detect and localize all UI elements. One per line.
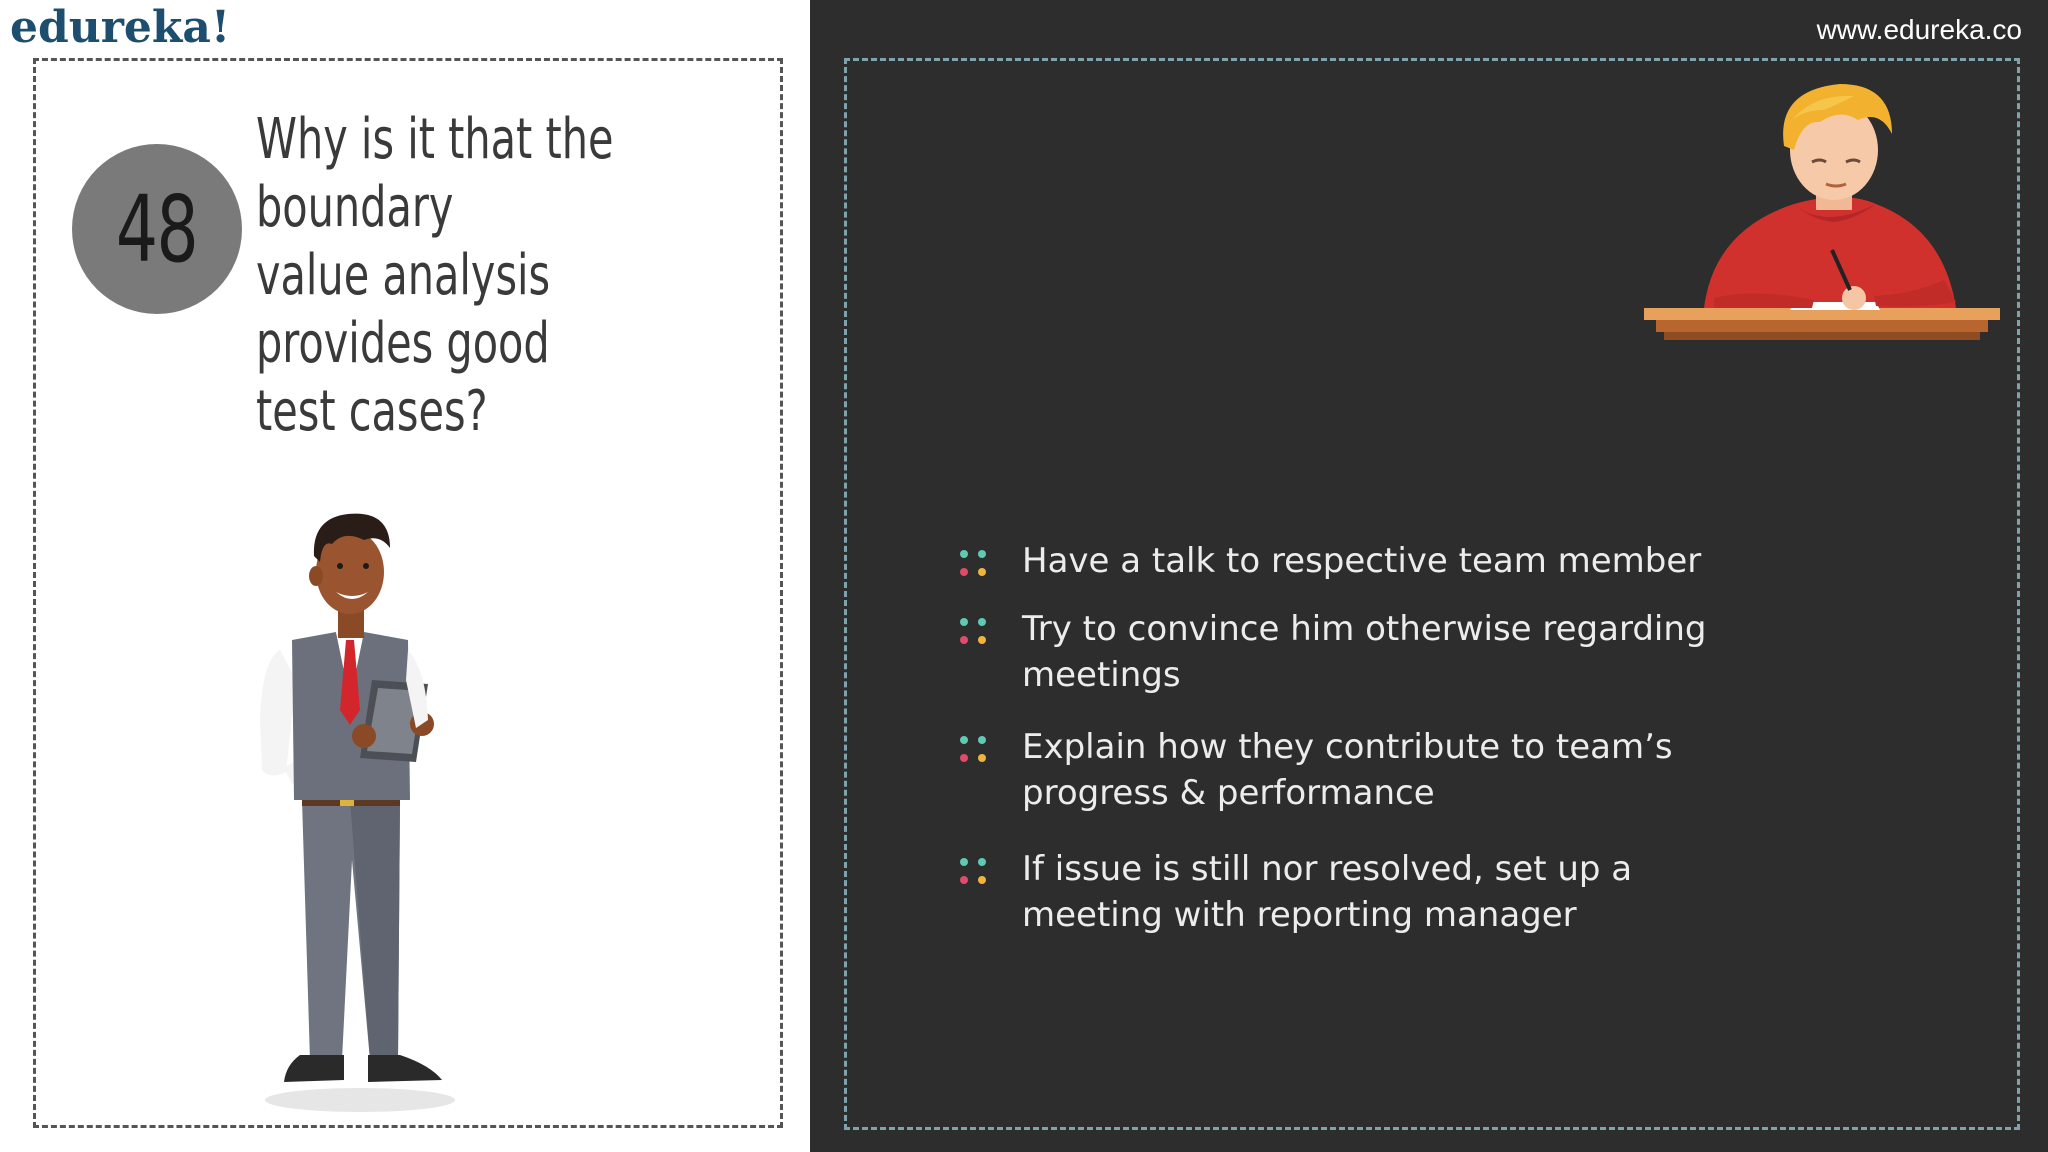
answer-point-line: Have a talk to respective team member	[1022, 541, 1702, 581]
person-writing-at-desk-illustration	[1644, 80, 2000, 360]
answer-point-3	[956, 724, 1716, 816]
answer-point-text	[1022, 724, 1673, 816]
answer-point-4	[956, 846, 1716, 938]
answer-point-line: meeting with reporting manager	[1022, 895, 1577, 935]
bullet-dots-icon	[956, 546, 992, 582]
answer-point-text	[1022, 846, 1632, 938]
answer-point-line: progress & performance	[1022, 773, 1435, 813]
answer-point-line: If issue is still nor resolved, set up a	[1022, 849, 1633, 889]
answer-points	[956, 538, 1716, 938]
question-number: 48	[116, 175, 198, 283]
question-line-2: value analysis provides good	[256, 243, 551, 376]
question-line-3: test cases?	[256, 379, 488, 444]
bullet-dots-icon	[956, 732, 992, 768]
man-with-tablet-illustration	[240, 500, 500, 1120]
answer-point-1	[956, 538, 1716, 584]
logo-bang: !	[210, 2, 231, 53]
answer-point-line: Try to convince him otherwise regarding	[1022, 609, 1707, 649]
bullet-dots-icon	[956, 614, 992, 650]
logo-text: edureka	[10, 2, 211, 53]
answer-panel	[810, 0, 2048, 1152]
question-text	[256, 106, 715, 446]
site-url: www.edureka.co	[1816, 14, 2022, 45]
bullet-dots-icon	[956, 854, 992, 890]
question-number-badge	[72, 144, 242, 314]
answer-point-text	[1022, 606, 1707, 698]
question-panel	[0, 0, 810, 1152]
edureka-logo	[10, 2, 230, 53]
answer-point-line: Explain how they contribute to team’s	[1022, 727, 1673, 767]
answer-point-text	[1022, 538, 1701, 584]
question-line-1: Why is it that the boundary	[256, 107, 614, 240]
answer-point-line: meetings	[1022, 655, 1181, 695]
answer-point-2	[956, 606, 1716, 698]
